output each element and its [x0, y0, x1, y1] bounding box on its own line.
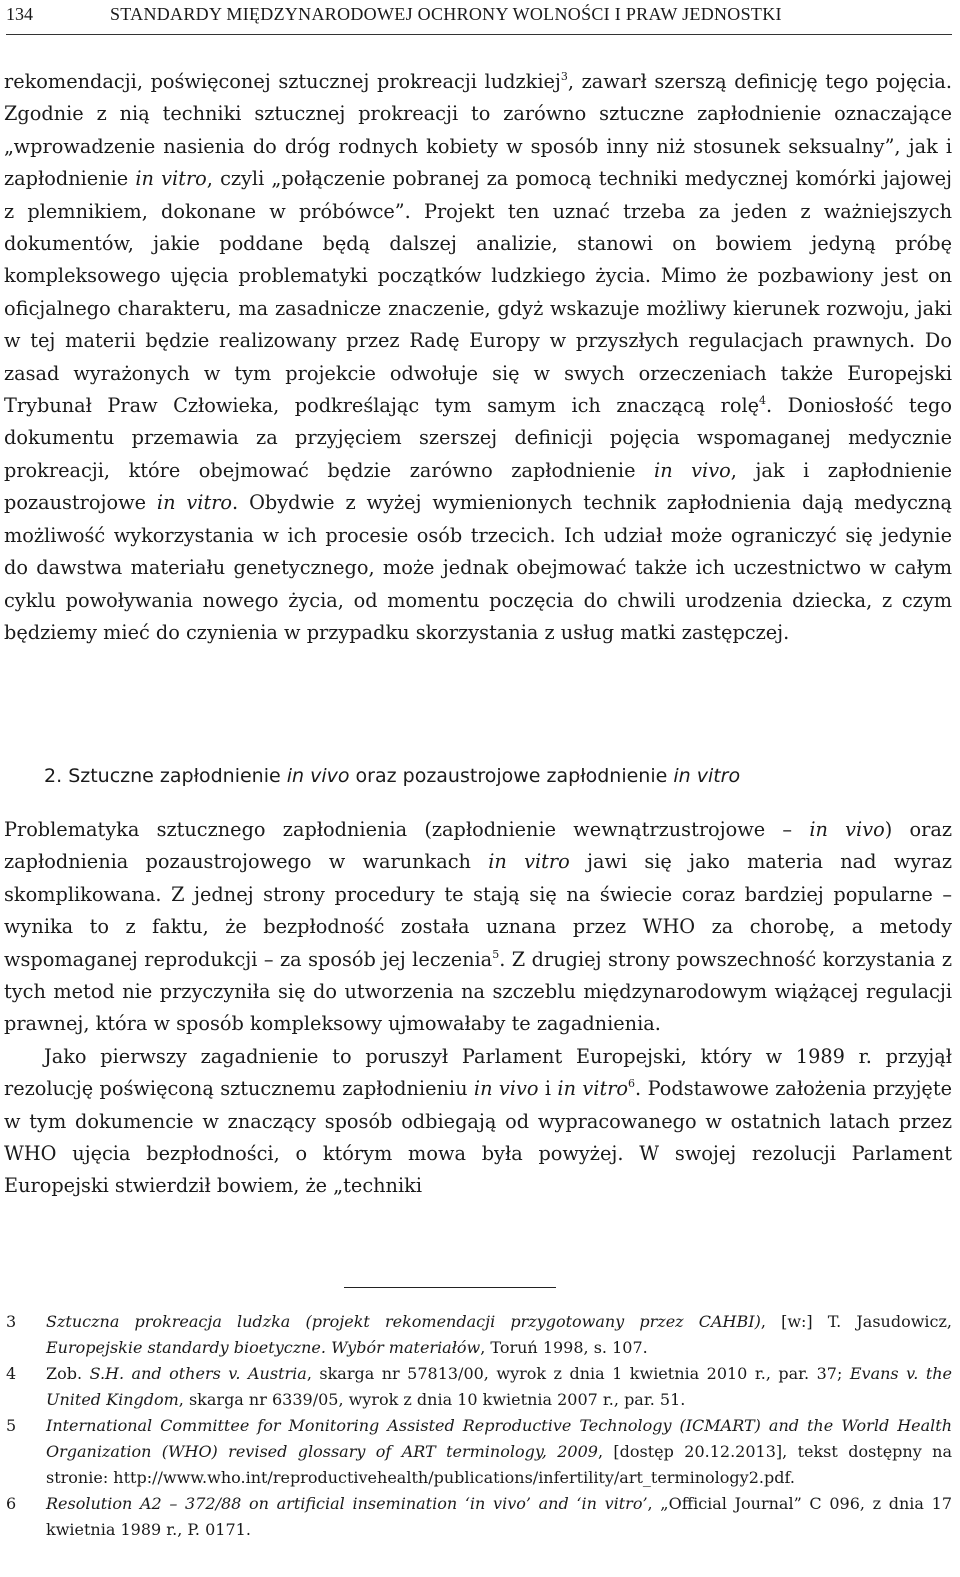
running-header: [6, 2, 952, 35]
footnote-ref-6[interactable]: 6: [628, 1077, 636, 1091]
footnote-number: 4: [6, 1364, 17, 1383]
footnote-ref-5[interactable]: 5: [492, 947, 500, 961]
text-run: . Podstawowe założenia przyjęte w tym dokumencie w znaczący sposób odbiegają od wypracowanego w ostatnich latach przez WHO ujęcia bezpłodności, o którym mowa była powyżej. W swojej rezolucji Parlament Europejski stwierdził bowiem, że „techniki: [4, 1077, 952, 1198]
footnote-5: [4, 1413, 952, 1491]
text-run: . Doniosłość tego dokumentu przemawia za przyjęciem szerszej definicji pojęcia wspomaganej medycznie prokreacji, które obejmować będzie zarówno zapłodnienie: [4, 394, 952, 482]
paragraph-1: [4, 66, 952, 649]
text-run: Jako pierwszy zagadnienie to poruszył Parlament Europejski, który w 1989 r. przyjął rezolucję poświęconą sztucznemu zapłodnieniu: [4, 1044, 952, 1101]
section-heading: [44, 765, 740, 787]
footnote-italic: International Committee for Monitoring Assisted Reproductive Technology (ICMART) and the World Health Organization (WHO) revised glossary of ART terminology, 2009: [46, 1416, 952, 1461]
footnote-text: , „Official Journal” C 096, z dnia 17 kwietnia 1989 r., P. 0171.: [46, 1494, 952, 1539]
footnote-text: , [dostęp 20.12.2013], tekst dostępny na stronie: http://www.who.int/reproductivehealth/publications/infertility/art_terminology2.pdf.: [46, 1442, 952, 1487]
text-run: Problematyka sztucznego zapłodnienia (zapłodnienie wewnątrzustrojowe –: [4, 818, 810, 841]
footnote-number: 3: [6, 1312, 17, 1331]
footnote-separator: [344, 1287, 556, 1288]
running-title: STANDARDY MIĘDZYNARODOWEJ OCHRONY WOLNOŚCI I PRAW JEDNOSTKI: [110, 4, 782, 24]
italic-term: in vitro: [557, 1077, 629, 1101]
italic-term: in vitro: [156, 491, 233, 515]
text-run: , czyli „połączenie pobranej za pomocą techniki medycznej komórki jajowej z plemnikiem, dokonane w próbówce”. Projekt ten uznać trzeba za jeden z ważniejszych dokumentów, jakie poddane będą dalszej analizie, stanowi on bowiem jedyną próbę kompleksowego ujęcia problematyki początków ludzkiego życia. Mimo że pozbawiony jest on oficjalnego charakteru, ma zasadnicze znaczenie, gdyż wskazuje możliwy kierunek rozwoju, jaki w tej materii będzie realizowany przez Radę Europy w przyszłych regulacjach prawnych. Do zasad wyrażonych w tym projekcie odwołuje się w swych orzeczeniach także Europejski Trybunał Praw Człowieka, podkreślając tym samym ich znaczącą rolę: [4, 167, 952, 418]
footnote-text: , Toruń 1998, s. 107.: [480, 1338, 648, 1357]
text-run: . Z drugiej strony powszechność korzystania z tych metod nie przyczyniła się do utworzenia na szczeblu międzynarodowym wiążącej regulacji prawnej, która w sposób kompleksowy ujmowałaby te zagadnienia.: [4, 947, 953, 1036]
text-run: jawi się jako materia nad wyraz skomplikowana. Z jednej strony procedury te stają się na świecie coraz bardziej popularne – wynika to z faktu, że bezpłodność została uznana przez WHO za chorobę, a metody wspomaganej reprodukcji – za sposób jej leczenia: [4, 850, 952, 971]
footnote-italic: Sztuczna prokreacja ludzka (projekt rekomendacji przygotowany przez CAHBI): [46, 1312, 761, 1331]
page-number: 134: [6, 4, 33, 24]
footnote-text: Zob.: [46, 1364, 90, 1383]
footnote-italic: Europejskie standardy bioetyczne. Wybór materiałów: [46, 1338, 481, 1357]
paragraph-3: [4, 1041, 952, 1203]
text-run: , zawarł szerszą definicję tego pojęcia. Zgodnie z nią techniki sztucznej prokreacji to zarówno sztuczne zapłodnienie oznaczające „wprowadzenie nasienia do dróg rodnych kobiety w sposób inny niż stosunek seksualny”, jak i zapłodnienie: [4, 70, 952, 191]
italic-term: in vivo: [809, 818, 885, 841]
text-run: . Obydwie z wyżej wymienionych technik zapłodnienia dają medyczną możliwość wykorzystania w ich procesie osób trzecich. Ich udział może ograniczyć się jedynie do dawstwa materiału genetycznego, może jednak obejmować także ich uczestnictwo w całym cyklu powoływania nowego życia, od momentu poczęcia do chwili urodzenia dziecka, z czym będziemy mieć do czynienia w przypadku skorzystania z usług matki zastępczej.: [4, 491, 952, 644]
italic-term: in vitro: [135, 167, 207, 191]
heading-italic: in vivo: [286, 765, 350, 787]
footnote-text: , [w:] T. Jasudowicz,: [760, 1312, 952, 1331]
footnote-italic: S.H. and others v. Austria: [89, 1364, 307, 1383]
text-run: rekomendacji, poświęconej sztucznej prokreacji ludzkiej: [4, 70, 561, 93]
footnote-text: , skarga nr 6339/05, wyrok z dnia 10 kwietnia 2007 r., par. 51.: [178, 1390, 686, 1409]
footnote-6: [4, 1491, 952, 1543]
footnote-italic: Evans v. the United Kingdom: [46, 1364, 953, 1409]
heading-number: 2.: [44, 765, 63, 787]
footnote-text: , skarga nr 57813/00, wyrok z dnia 1 kwietnia 2010 r., par. 37;: [306, 1364, 850, 1383]
text-run: , jak i zapłodnienie pozaustrojowe: [4, 458, 952, 515]
footnote-number: 5: [6, 1416, 17, 1435]
text-run: ) oraz zapłodnienia pozaustrojowego w warunkach: [4, 818, 952, 874]
footnote-ref-3[interactable]: 3: [560, 70, 568, 83]
footnote-4: [4, 1361, 952, 1413]
heading-text: oraz pozaustrojowe zapłodnienie: [349, 765, 674, 787]
footnote-3: [4, 1309, 952, 1361]
footnotes: [4, 1309, 952, 1543]
body-text-bottom: [4, 814, 952, 1203]
paragraph-2: [4, 814, 952, 1041]
body-text-top: [4, 66, 952, 649]
footnote-number: 6: [6, 1494, 17, 1513]
italic-term: in vivo: [473, 1077, 539, 1101]
text-run: i: [538, 1077, 558, 1101]
heading-text: Sztuczne zapłodnienie: [68, 765, 287, 787]
italic-term: in vivo: [654, 458, 731, 482]
footnote-italic: Resolution A2 – 372/88 on artificial insemination ‘in vivo’ and ‘in vitro’: [46, 1494, 648, 1513]
italic-term: in vitro: [488, 850, 570, 874]
heading-italic: in vitro: [673, 765, 741, 787]
footnote-ref-4[interactable]: 4: [759, 394, 767, 408]
